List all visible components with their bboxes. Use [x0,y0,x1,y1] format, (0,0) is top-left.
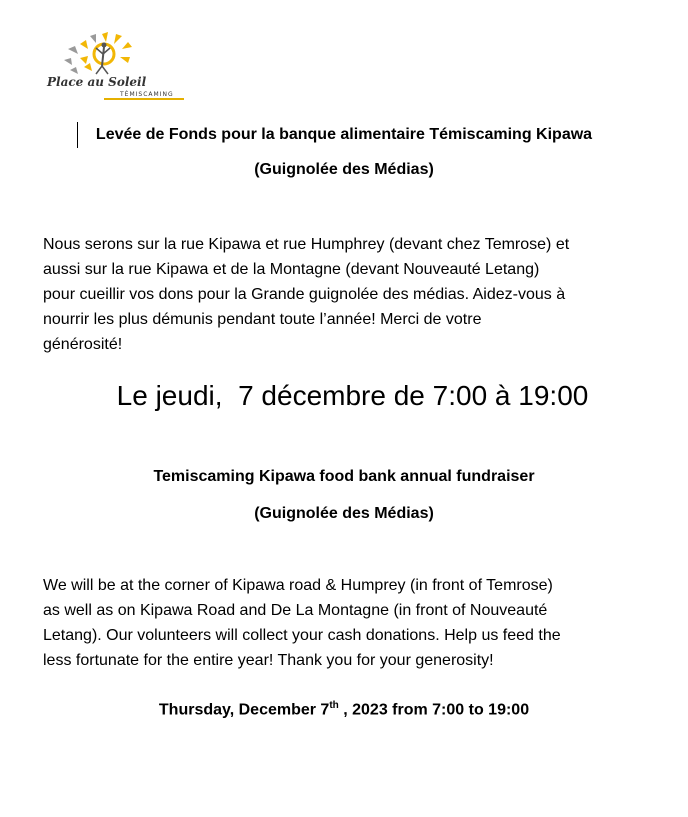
french-date: Le jeudi, 7 décembre de 7:00 à 19:00 [116,380,589,411]
french-body [43,232,663,357]
english-title: Temiscaming Kipawa food bank annual fundraiser [153,468,535,485]
french-body-line: générosité! [43,336,123,353]
french-subtitle: (Guignolée des Médias) [254,161,434,178]
french-body-line: nourrir les plus démunis pendant toute l’année! Merci de votre [43,311,482,328]
french-title: Levée de Fonds pour la banque alimentaire Témiscaming Kipawa [95,126,593,143]
english-body-line: We will be at the corner of Kipawa road & Humprey (in front of Temrose) [43,577,553,594]
french-body-line: aussi sur la rue Kipawa et de la Montagne (devant Nouveauté Letang) [43,261,540,278]
english-date-suffix: , 2023 from 7:00 to 19:00 [338,701,530,719]
logo-subtitle: TÉMISCAMING [120,91,174,98]
english-body-line: Letang). Our volunteers will collect your cash donations. Help us feed the [43,627,561,644]
english-date-prefix: Thursday, December 7 [158,701,330,719]
english-body-line: less fortunate for the entire year! Thank you for your generosity! [43,652,494,669]
french-body-line: Nous serons sur la rue Kipawa et rue Humphrey (devant chez Temrose) et [43,236,570,253]
english-body [43,573,663,673]
english-body-line: as well as on Kipawa Road and De La Montagne (in front of Nouveauté [43,602,548,619]
english-subtitle: (Guignolée des Médias) [254,505,434,522]
logo-underline [104,98,184,100]
english-date-ordinal: th [329,700,339,711]
place-au-soleil-logo [44,32,186,102]
english-date [0,696,688,720]
sun-icon [44,32,186,77]
french-body-line: pour cueillir vos dons pour la Grande guignolée des médias. Aidez-vous à [43,286,566,303]
logo-name: Place au Soleil [47,75,147,89]
